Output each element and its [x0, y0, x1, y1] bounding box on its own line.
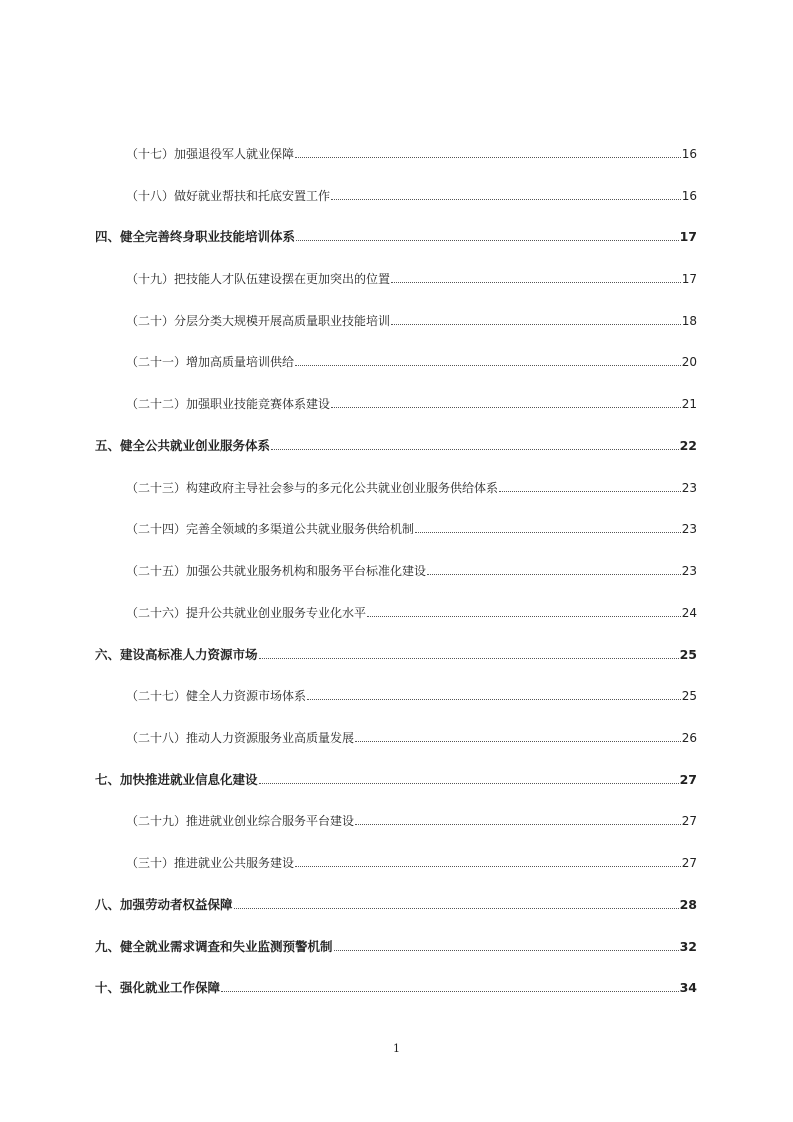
toc-section-entry[interactable]: [0, 434, 793, 454]
toc-entry-page: 34: [679, 980, 697, 995]
dot-leader: [367, 616, 681, 617]
toc-entry-page: 16: [681, 189, 697, 203]
toc-entry-page: 23: [681, 564, 697, 578]
toc-entry[interactable]: [0, 559, 793, 579]
dot-leader: [295, 157, 681, 158]
toc-section-entry[interactable]: [0, 643, 793, 663]
toc-section-entry[interactable]: [0, 225, 793, 245]
toc-entry-page: 16: [681, 147, 697, 161]
toc-entry[interactable]: [0, 851, 793, 871]
page-number: 1: [393, 1042, 400, 1055]
dot-leader: [427, 574, 681, 575]
toc-entry-title: （二十二）加强职业技能竞赛体系建设: [126, 397, 331, 411]
toc-section-entry[interactable]: [0, 893, 793, 913]
toc-entry-page: 28: [679, 897, 697, 912]
toc-entry-page: 27: [679, 772, 697, 787]
dot-leader: [295, 866, 681, 867]
toc-entry[interactable]: [0, 517, 793, 537]
toc-entry-title: 十、强化就业工作保障: [95, 980, 221, 995]
toc-section-entry[interactable]: [0, 768, 793, 788]
toc-entry-page: 27: [681, 814, 697, 828]
toc-entry-title: （二十六）提升公共就业创业服务专业化水平: [126, 606, 367, 620]
toc-entry-title: 九、健全就业需求调查和失业监测预警机制: [95, 939, 333, 954]
toc-entry-title: 四、健全完善终身职业技能培训体系: [95, 229, 296, 244]
toc-entry-title: （二十）分层分类大规模开展高质量职业技能培训: [126, 314, 391, 328]
dot-leader: [331, 199, 681, 200]
dot-leader: [499, 491, 681, 492]
toc-entry-title: （二十七）健全人力资源市场体系: [126, 689, 307, 703]
dot-leader: [391, 324, 681, 325]
dot-leader: [391, 282, 681, 283]
toc-entry[interactable]: [0, 809, 793, 829]
dot-leader: [221, 991, 679, 992]
toc-entry-title: （二十五）加强公共就业服务机构和服务平台标准化建设: [126, 564, 427, 578]
toc-entry-page: 25: [679, 647, 697, 662]
toc-entry-title: （二十八）推动人力资源服务业高质量发展: [126, 731, 355, 745]
toc-entry[interactable]: [0, 142, 793, 162]
toc-entry-page: 26: [681, 731, 697, 745]
dot-leader: [259, 658, 679, 659]
toc-entry[interactable]: [0, 684, 793, 704]
toc-entry-title: （二十三）构建政府主导社会参与的多元化公共就业创业服务供给体系: [126, 481, 499, 495]
toc-entry[interactable]: [0, 726, 793, 746]
dot-leader: [259, 783, 679, 784]
dot-leader: [271, 449, 679, 450]
toc-section-entry[interactable]: [0, 935, 793, 955]
dot-leader: [295, 365, 681, 366]
toc-entry[interactable]: [0, 350, 793, 370]
dot-leader: [234, 908, 679, 909]
toc-entry-page: 23: [681, 522, 697, 536]
toc-entry[interactable]: [0, 392, 793, 412]
toc-entry[interactable]: [0, 309, 793, 329]
toc-entry-title: （十七）加强退役军人就业保障: [126, 147, 295, 161]
toc-entry-title: 五、健全公共就业创业服务体系: [95, 438, 271, 453]
toc-entry-page: 24: [681, 606, 697, 620]
toc-entry-title: （十八）做好就业帮扶和托底安置工作: [126, 189, 331, 203]
toc-entry-title: （二十一）增加高质量培训供给: [126, 355, 295, 369]
toc-entry-page: 18: [681, 314, 697, 328]
toc-entry-title: 八、加强劳动者权益保障: [95, 897, 233, 912]
toc-entry-title: （十九）把技能人才队伍建设摆在更加突出的位置: [126, 272, 391, 286]
toc-entry[interactable]: [0, 601, 793, 621]
toc-entry-page: 17: [679, 229, 697, 244]
toc-entry-page: 27: [681, 856, 697, 870]
dot-leader: [355, 741, 681, 742]
toc-entry-page: 17: [681, 272, 697, 286]
toc-entry-page: 32: [679, 939, 697, 954]
dot-leader: [331, 407, 681, 408]
toc-entry[interactable]: [0, 476, 793, 496]
toc-entry-page: 25: [681, 689, 697, 703]
toc-entry-title: 七、加快推进就业信息化建设: [95, 772, 258, 787]
dot-leader: [296, 240, 679, 241]
dot-leader: [415, 532, 681, 533]
toc-entry-page: 20: [681, 355, 697, 369]
toc-entry-title: （三十）推进就业公共服务建设: [126, 856, 295, 870]
dot-leader: [334, 950, 679, 951]
toc-entry-page: 22: [679, 438, 697, 453]
toc-entry-page: 21: [681, 397, 697, 411]
toc-entry-title: （二十九）推进就业创业综合服务平台建设: [126, 814, 355, 828]
toc-entry[interactable]: [0, 184, 793, 204]
toc-entry-title: 六、建设高标准人力资源市场: [95, 647, 258, 662]
dot-leader: [307, 699, 681, 700]
toc-section-entry[interactable]: [0, 976, 793, 996]
dot-leader: [355, 824, 681, 825]
toc-entry-page: 23: [681, 481, 697, 495]
toc-entry-title: （二十四）完善全领域的多渠道公共就业服务供给机制: [126, 522, 415, 536]
toc-entry[interactable]: [0, 267, 793, 287]
